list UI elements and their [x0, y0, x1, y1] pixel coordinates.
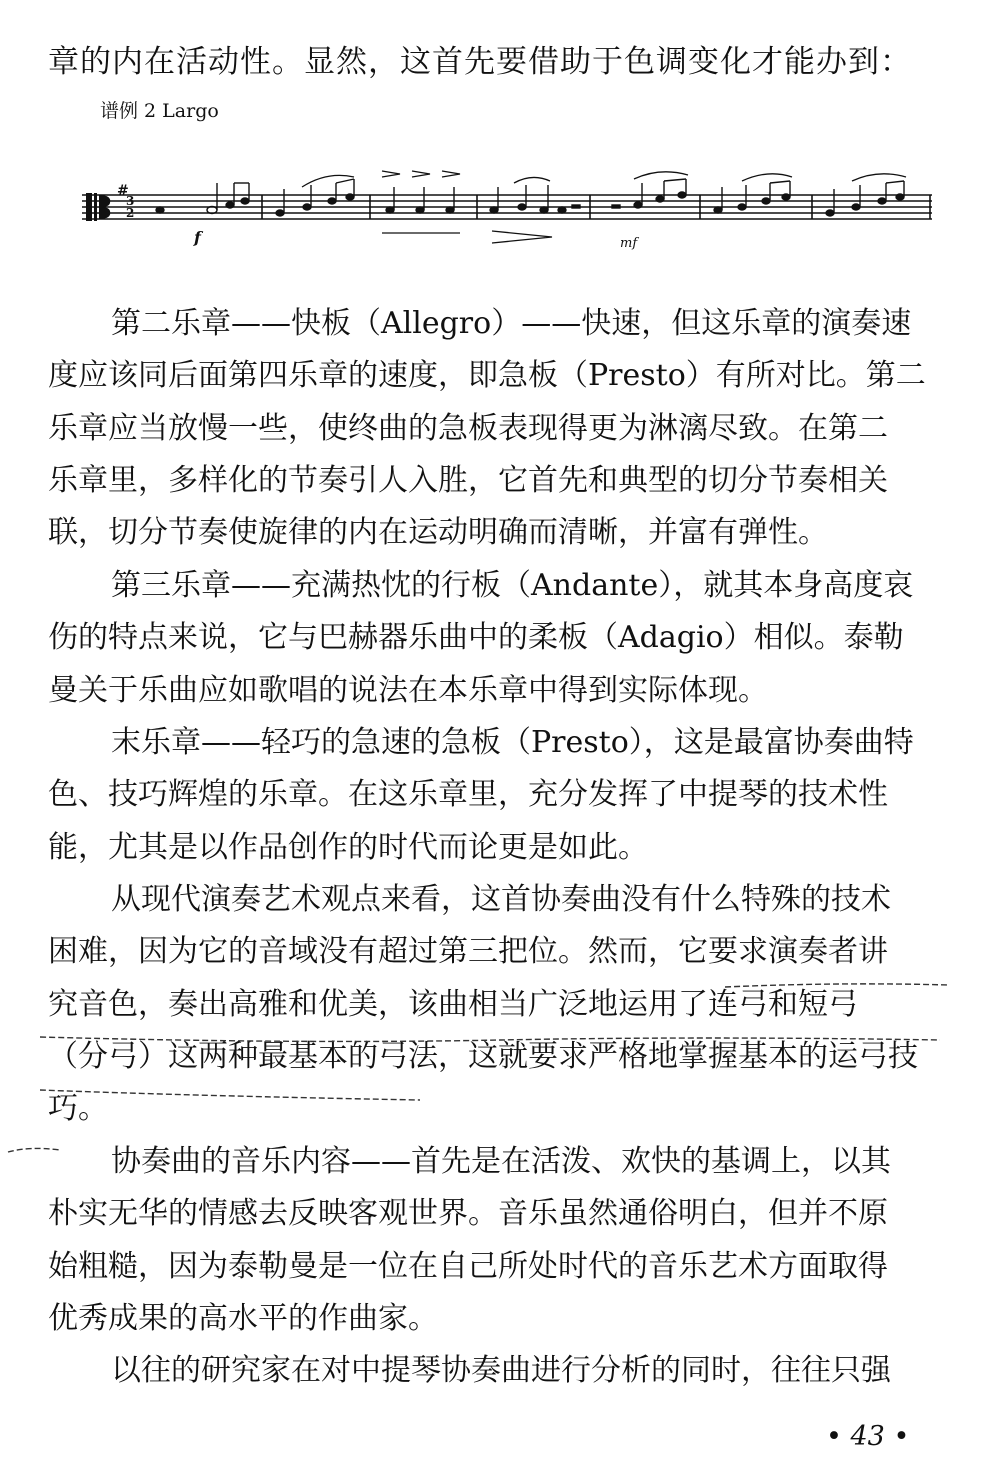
- continued-text-line: 章的内在活动性。显然，这首先要借助于色调变化才能办到：: [48, 44, 912, 80]
- text-line: 能，尤其是以作品创作的时代而论更是如此。: [48, 829, 648, 865]
- paragraph-third-movement: [48, 560, 960, 717]
- dynamic-mezzo-forte: mf: [620, 236, 638, 251]
- music-example-caption: 谱例 2 Largo: [100, 100, 219, 122]
- text-line: 度应该同后面第四乐章的速度，即急板（Presto）有所对比。第二: [48, 358, 926, 394]
- text-line: （分弓）这两种最基本的弓法，这就要求严格地掌握基本的运弓技: [48, 1038, 918, 1074]
- text-line: 优秀成果的高水平的作曲家。: [48, 1300, 438, 1336]
- text-line: 协奏曲的音乐内容——首先是在活泼、欢快的基调上，以其: [111, 1144, 891, 1179]
- text-line: 乐章应当放慢一些，使终曲的急板表现得更为淋漓尽致。在第二: [48, 410, 888, 446]
- text-line: 从现代演奏艺术观点来看，这首协奏曲没有什么特殊的技术: [111, 882, 891, 917]
- text-line: 曼关于乐曲应如歌唱的说法在本乐章中得到实际体现。: [48, 672, 768, 708]
- music-score-example: [82, 165, 938, 260]
- text-line: 以往的研究家在对中提琴协奏曲进行分析的同时，往往只强: [111, 1353, 891, 1388]
- paragraph-final-movement: [48, 717, 960, 874]
- text-line: 始粗糙，因为泰勒曼是一位在自己所处时代的音乐艺术方面取得: [48, 1248, 888, 1284]
- text-line: 伤的特点来说，它与巴赫器乐曲中的柔板（Adagio）相似。泰勒: [48, 620, 904, 656]
- text-line: 朴实无华的情感去反映客观世界。音乐虽然通俗明白，但并不原: [48, 1196, 888, 1232]
- svg-text:3: 3: [126, 194, 135, 208]
- paragraph-researchers: [48, 1345, 960, 1397]
- text-line: 第三乐章——充满热忱的行板（Andante），就其本身高度哀: [111, 568, 914, 603]
- paragraph-musical-content: [48, 1136, 960, 1345]
- svg-text:#: #: [117, 183, 129, 199]
- svg-text:2: 2: [126, 206, 135, 220]
- text-line: 末乐章——轻巧的急速的急板（Presto），这是最富协奏曲特: [111, 725, 914, 760]
- text-line: 乐章里，多样化的节奏引人入胜，它首先和典型的切分节奏相关: [48, 462, 888, 498]
- text-line: 联，切分节奏使旋律的内在运动明确而清晰，并富有弹性。: [48, 515, 828, 551]
- page-number: • 43 •: [826, 1421, 910, 1452]
- paragraph-second-movement: [48, 298, 960, 559]
- text-line: 色、技巧辉煌的乐章。在这乐章里，充分发挥了中提琴的技术性: [48, 777, 888, 813]
- paragraph-technique: [48, 874, 960, 1135]
- text-line: 巧。: [48, 1091, 108, 1127]
- notes: [156, 179, 904, 216]
- dynamic-forte: f: [194, 228, 201, 247]
- text-line: 究音色，奏出高雅和优美，该曲相当广泛地运用了连弓和短弓: [48, 986, 858, 1022]
- text-line: 困难，因为它的音域没有超过第三把位。然而，它要求演奏者讲: [48, 934, 888, 970]
- text-line: 第二乐章——快板（Allegro）——快速，但这乐章的演奏速: [111, 306, 912, 341]
